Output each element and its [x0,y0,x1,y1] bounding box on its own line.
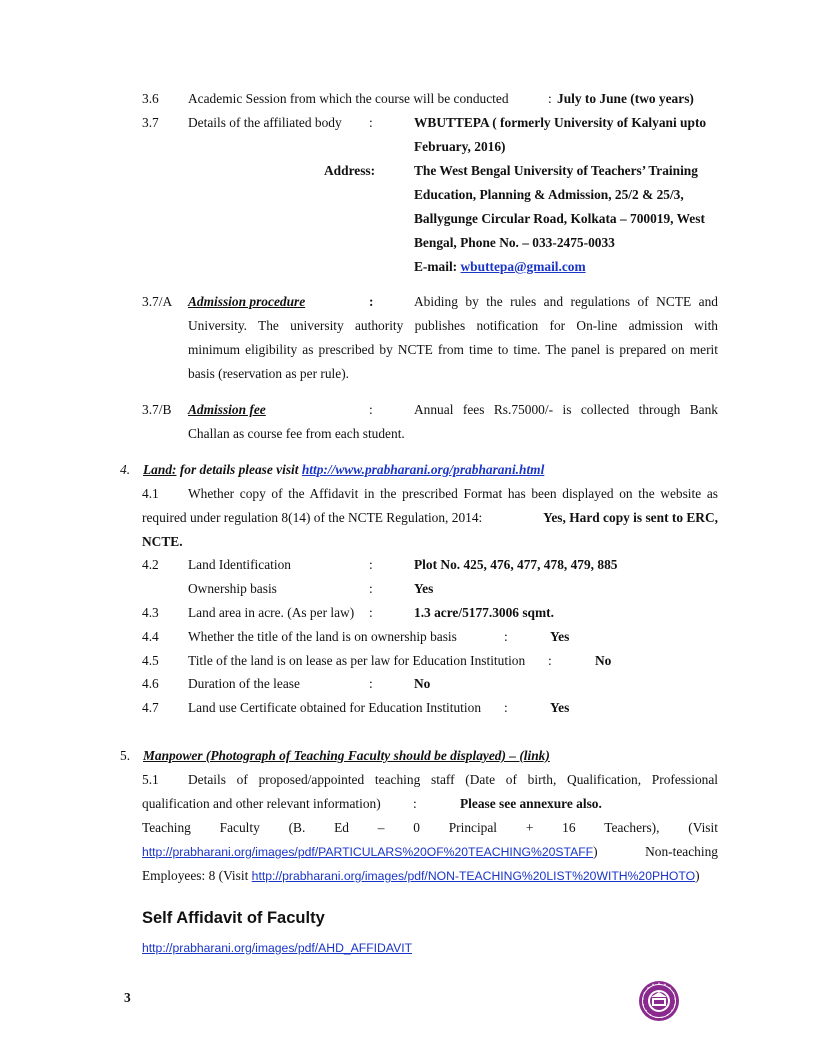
teaching-faculty-line [142,820,718,836]
word: Faculty [219,820,260,835]
item-number: 4.1 [142,486,159,501]
teaching-staff-link[interactable]: http://prabharani.org/images/pdf/PARTICULARS%20OF%20TEACHING%20STAFF [142,845,594,859]
item-colon: : [369,605,373,620]
item-number: 4.7 [142,700,159,715]
non-teaching-link[interactable]: http://prabharani.org/images/pdf/NON-TEACHING%20LIST%20WITH%20PHOTO [251,869,696,883]
item-colon: : [369,294,374,309]
item-colon: : [548,91,552,106]
email-link[interactable]: wbuttepa@gmail.com [460,259,586,274]
land-heading [143,462,544,478]
item-label: Admission fee [188,402,266,417]
item-number: 3.6 [142,91,159,106]
affidavit-question: required under regulation 8(14) of the NCTE Regulation, 2014: [142,510,483,525]
paragraph-line: minimum eligibility as prescribed by NCTE from time to time. The panel is prepared on merit [188,342,718,357]
item-label: Title of the land is on lease as per law for Education Institution [188,653,526,668]
item-value: 1.3 acre/5177.3006 sqmt. [414,605,554,620]
item-label: Whether the title of the land is on ownership basis [188,629,457,644]
address-line: Bengal, Phone No. – 033-2475-0033 [414,235,615,250]
affiliated-body-name-cont: February, 2016) [414,139,506,154]
land-details-link[interactable]: http://www.prabharani.org/prabharani.html [301,462,545,477]
paragraph-line [142,510,718,526]
item-colon: : [369,676,373,691]
paragraph-line: Abiding by the rules and regulations of NCTE and [414,294,718,309]
section-title: Land: [143,462,177,477]
paragraph-line: Annual fees Rs.75000/- is collected through Bank [414,402,718,417]
item-value: Yes [550,700,570,715]
affidavit-link[interactable]: http://prabharani.org/images/pdf/AHD_AFFIDAVIT [142,941,413,955]
word: (B. [288,820,306,835]
item-label: Duration of the lease [188,676,300,691]
word: Teachers), [604,820,660,835]
affidavit-heading: Self Affidavit of Faculty [142,909,325,927]
address-line: Ballygunge Circular Road, Kolkata – 700019, West [414,211,705,226]
item-colon: : [504,629,508,644]
item-number: 4.2 [142,557,159,572]
paragraph-line: basis (reservation as per rule). [188,366,349,381]
page-number: 3 [124,990,131,1005]
word: – [377,820,385,835]
item-label: Land Identification [188,557,291,572]
word: + [525,820,534,835]
word: (Visit [688,820,718,835]
section-number: 4. [120,462,131,477]
item-number: 4.3 [142,605,159,620]
item-label: Details of the affiliated body [188,115,342,130]
item-colon: : [369,581,373,596]
item-number: 3.7 [142,115,159,130]
item-value: Plot No. 425, 476, 477, 478, 479, 885 [414,557,618,572]
item-value: Yes [550,629,570,644]
address-label: Address: [324,163,376,178]
paragraph-line: qualification and other relevant information) [142,796,381,811]
close-paren: ) [593,844,598,859]
item-colon: : [369,557,373,572]
item-label: Admission procedure [188,294,306,309]
item-colon: : [504,700,508,715]
affiliated-body-name: WBUTTEPA ( formerly University of Kalyani upto [414,115,707,130]
item-number: 3.7/B [142,402,172,417]
item-number: 4.6 [142,676,159,691]
item-number: 4.4 [142,629,159,644]
word: Principal [448,820,498,835]
section-number: 5. [120,748,131,763]
paragraph-line: Whether copy of the Affidavit in the prescribed Format has been displayed on the website as [188,486,718,501]
non-teaching-label: Non-teaching [645,844,718,859]
word: 16 [562,820,576,835]
item-colon: : [369,402,373,417]
affidavit-answer: Yes, Hard copy is sent to ERC, [543,510,718,525]
affidavit-answer-cont: NCTE. [142,534,183,549]
item-label: Ownership basis [188,581,277,596]
item-value: No [414,676,431,691]
item-value: No [595,653,612,668]
item-value: Please see annexure also. [460,796,602,811]
paragraph-line: Challan as course fee from each student. [188,426,405,441]
teaching-link-wrap [142,844,598,860]
employees-text: Employees: 8 (Visit [142,868,249,883]
item-label: Land area in acre. (As per law) [188,605,355,620]
paragraph-line: University. The university authority publishes notification for On-line admission with [188,318,718,333]
item-colon: : [548,653,552,668]
item-colon: : [413,796,417,811]
item-label: Academic Session from which the course will be conducted [188,91,509,106]
item-number: 5.1 [142,772,159,787]
address-line: Education, Planning & Admission, 25/2 & 25/3, [414,187,684,202]
section-title: Manpower (Photograph of Teaching Faculty should be displayed) – (link) [143,748,550,763]
item-value: Yes [414,581,434,596]
word: 0 [413,820,420,835]
item-number: 3.7/A [142,294,173,309]
email-line [414,259,586,275]
word: Ed [334,820,349,835]
university-seal-icon [638,980,680,1022]
email-label: E-mail: [414,259,458,274]
item-value: July to June (two years) [557,91,694,106]
paragraph-line: Details of proposed/appointed teaching staff (Date of birth, Qualification, Professional [188,772,718,787]
item-label: Land use Certificate obtained for Education Institution [188,700,482,715]
teaching-link-line [142,844,718,860]
section-subtitle: for details please visit [179,462,299,477]
word: Teaching [142,820,191,835]
non-teaching-line [142,868,700,884]
item-colon: : [369,115,373,130]
item-number: 4.5 [142,653,159,668]
close-paren: ) [695,868,700,883]
address-line: The West Bengal University of Teachers’ Training [414,163,698,178]
